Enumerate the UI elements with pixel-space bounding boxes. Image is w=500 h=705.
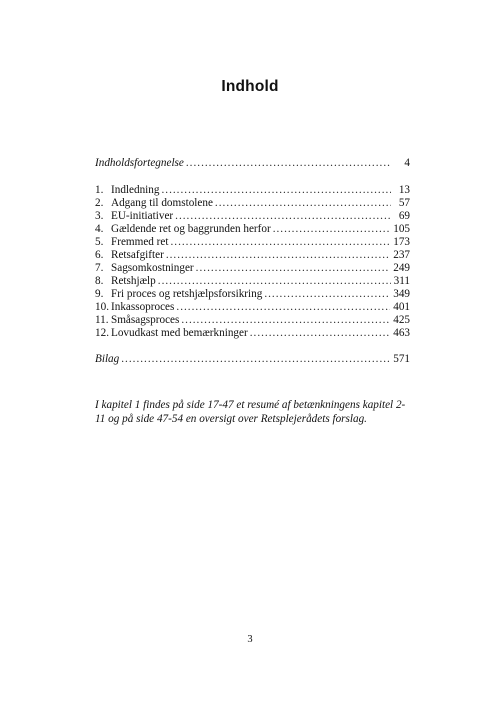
leader-dots (264, 288, 390, 301)
leader-dots (215, 197, 391, 210)
toc-entry-page: 571 (393, 353, 410, 365)
chapter-label: Gældende ret og baggrunden herfor (111, 223, 271, 235)
toc-entry-chapter-11[interactable] (95, 314, 410, 327)
chapter-label: Inkassoproces (111, 301, 175, 313)
toc-entry-chapter-5[interactable] (95, 236, 410, 249)
chapter-page: 349 (393, 288, 410, 300)
leader-dots (176, 301, 390, 314)
leader-dots (175, 210, 391, 223)
toc-entry-chapter-6[interactable] (95, 249, 410, 262)
leader-dots (121, 353, 390, 366)
chapter-label: Sagsomkostninger (111, 262, 194, 274)
chapter-label: Indledning (111, 184, 160, 196)
leader-dots (186, 157, 391, 170)
toc-entry-chapter-1[interactable] (95, 184, 410, 197)
page-number: 3 (247, 634, 253, 645)
chapter-label: Retshjælp (111, 275, 156, 287)
chapter-label: Fremmed ret (111, 236, 169, 248)
chapter-number: 5. (95, 236, 104, 248)
leader-dots (158, 275, 391, 288)
leader-dots (250, 327, 391, 340)
toc-entry-chapter-3[interactable] (95, 210, 410, 223)
leader-dots (196, 262, 391, 275)
chapter-page: 13 (398, 184, 410, 196)
toc-entry-chapter-8[interactable] (95, 275, 410, 288)
toc-entry-chapter-4[interactable] (95, 223, 410, 236)
chapter-number: 2. (95, 197, 104, 209)
chapter-page: 311 (393, 275, 410, 287)
chapter-number: 12. (95, 327, 109, 339)
chapter-number: 3. (95, 210, 104, 222)
toc-entry-label: Indholdsfortegnelse (95, 157, 184, 169)
chapter-number: 8. (95, 275, 104, 287)
chapter-number: 10. (95, 301, 109, 313)
toc-entry-page: 4 (404, 157, 410, 169)
chapter-page: 69 (398, 210, 410, 222)
leader-dots (181, 314, 390, 327)
chapter-page: 173 (393, 236, 410, 248)
chapter-number: 9. (95, 288, 104, 300)
leader-dots (166, 249, 390, 262)
toc-entry-chapter-2[interactable] (95, 197, 410, 210)
toc-entry-indholdsfortegnelse[interactable] (95, 157, 410, 170)
toc-entry-chapter-10[interactable] (95, 301, 410, 314)
toc-entry-bilag[interactable] (95, 353, 410, 366)
chapter-number: 11. (95, 314, 109, 326)
chapter-page: 249 (393, 262, 410, 274)
leader-dots (161, 184, 391, 197)
chapter-label: Adgang til domstolene (111, 197, 213, 209)
toc-entry-label: Bilag (95, 353, 120, 365)
toc-entry-chapter-9[interactable] (95, 288, 410, 301)
chapter-label: EU-initiativer (111, 210, 174, 222)
chapter-page: 237 (393, 249, 410, 261)
chapter-number: 7. (95, 262, 104, 274)
chapter-label: Småsagsproces (111, 314, 180, 326)
chapter-number: 1. (95, 184, 104, 196)
chapter-label: Fri proces og retshjælpsforsikring (111, 288, 263, 300)
chapter-label: Lovudkast med bemærkninger (111, 327, 248, 339)
chapter-page: 401 (393, 301, 410, 313)
page-title: Indhold (221, 78, 279, 95)
chapter-page: 463 (393, 327, 410, 339)
chapter-number: 6. (95, 249, 104, 261)
chapter-number: 4. (95, 223, 104, 235)
summary-note: I kapitel 1 findes på side 17-47 et resumé af betænkningens kapitel 2-11 og på side 47-54 en oversigt over Retsplejerådets forslag. (95, 399, 406, 425)
chapter-page: 57 (398, 197, 410, 209)
chapter-page: 425 (393, 314, 410, 326)
toc-entry-chapter-12[interactable] (95, 327, 410, 340)
chapter-page: 105 (393, 223, 410, 235)
chapter-label: Retsafgifter (111, 249, 164, 261)
toc-entry-chapter-7[interactable] (95, 262, 410, 275)
leader-dots (170, 236, 390, 249)
leader-dots (273, 223, 391, 236)
